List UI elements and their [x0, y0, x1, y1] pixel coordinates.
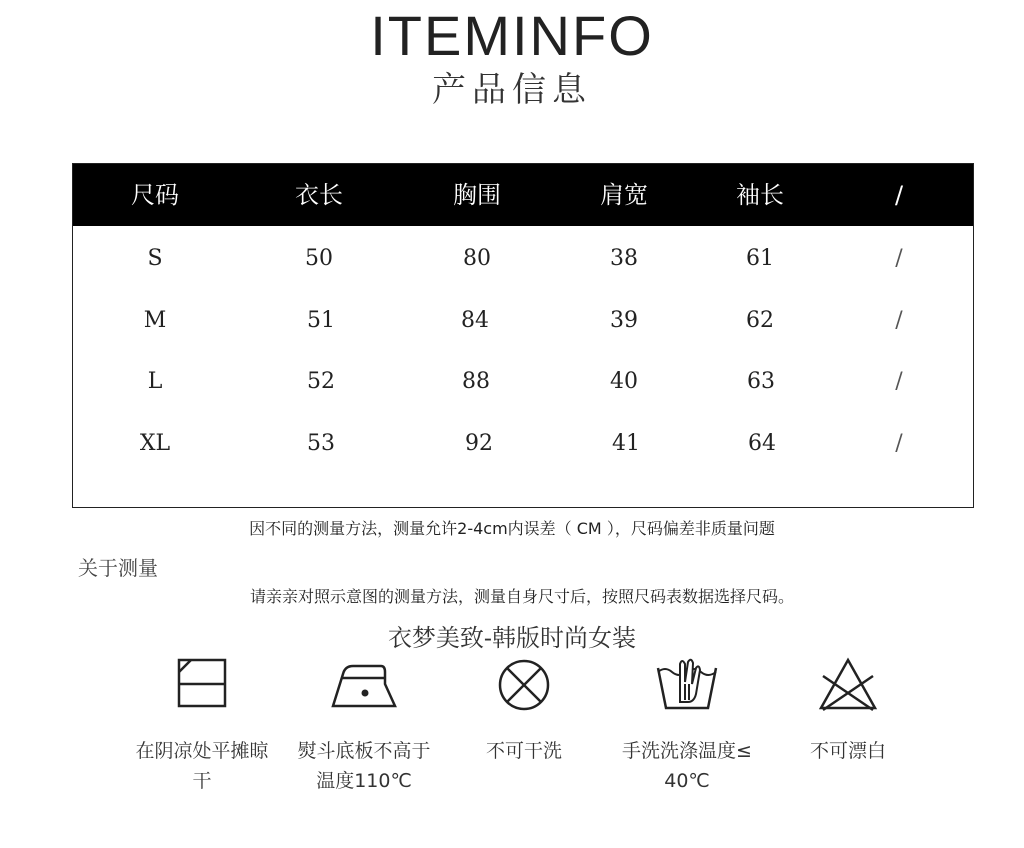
care-label-no-bleach: 不可漂白: [809, 740, 886, 762]
measurement-tip: 请亲亲对照示意图的测量方法，测量自身尺寸后，按照尺码表数据选择尺码。: [249, 587, 794, 606]
header-slash: /: [894, 181, 904, 209]
brand-line: 衣梦美致-韩版时尚女装: [387, 624, 637, 652]
cell-bust: 92: [465, 431, 493, 456]
cell-bust: 88: [462, 369, 490, 394]
cell-shoulder: 40: [610, 369, 638, 394]
cell-slash: /: [895, 308, 903, 333]
cell-size: XL: [139, 431, 171, 456]
cell-shoulder: 39: [610, 308, 638, 333]
care-label-no-dry-clean: 不可干洗: [485, 740, 562, 762]
page-title: ITEMINFO: [370, 4, 654, 67]
header-size: 尺码: [131, 181, 179, 209]
cell-length: 51: [307, 308, 335, 333]
cell-slash: /: [895, 369, 903, 394]
cell-sleeve: 64: [748, 431, 776, 456]
cell-sleeve: 61: [746, 246, 774, 271]
cell-sleeve: 63: [747, 369, 775, 394]
cell-shoulder: 38: [610, 246, 638, 271]
size-table-header: [73, 164, 973, 226]
care-label-iron: 熨斗底板不高于 温度110℃: [297, 740, 431, 792]
care-label-dry-flat: 在阴凉处平摊晾 干: [135, 740, 269, 792]
size-table: [72, 163, 974, 508]
do-not-bleach-icon: [813, 654, 883, 716]
cell-size: S: [147, 246, 163, 271]
cell-bust: 84: [461, 308, 489, 333]
header-bust: 胸围: [453, 181, 501, 209]
cell-slash: /: [895, 246, 903, 271]
cell-bust: 80: [463, 246, 491, 271]
care-label-hand-wash: 手洗洗涤温度≤ 40℃: [622, 740, 752, 792]
dry-flat-shade-icon: [167, 654, 237, 716]
hand-wash-icon: [652, 654, 722, 716]
do-not-dry-clean-icon: [489, 654, 559, 716]
cell-shoulder: 41: [612, 431, 640, 456]
cell-slash: /: [895, 431, 903, 456]
cell-length: 53: [307, 431, 335, 456]
cell-length: 52: [307, 369, 335, 394]
header-sleeve: 袖长: [736, 181, 784, 209]
cell-length: 50: [305, 246, 333, 271]
page-subtitle: 产品信息: [432, 70, 592, 110]
header-length: 衣长: [295, 181, 343, 209]
cell-size: M: [143, 308, 167, 333]
cell-size: L: [147, 369, 163, 394]
about-measurement-title: 关于测量: [78, 556, 158, 580]
header-shoulder: 肩宽: [600, 181, 648, 209]
cell-sleeve: 62: [746, 308, 774, 333]
iron-medium-icon: [329, 654, 399, 716]
measurement-error-note: 因不同的测量方法，测量允许2-4cm内误差（ CM ），尺码偏差非质量问题: [249, 519, 775, 538]
